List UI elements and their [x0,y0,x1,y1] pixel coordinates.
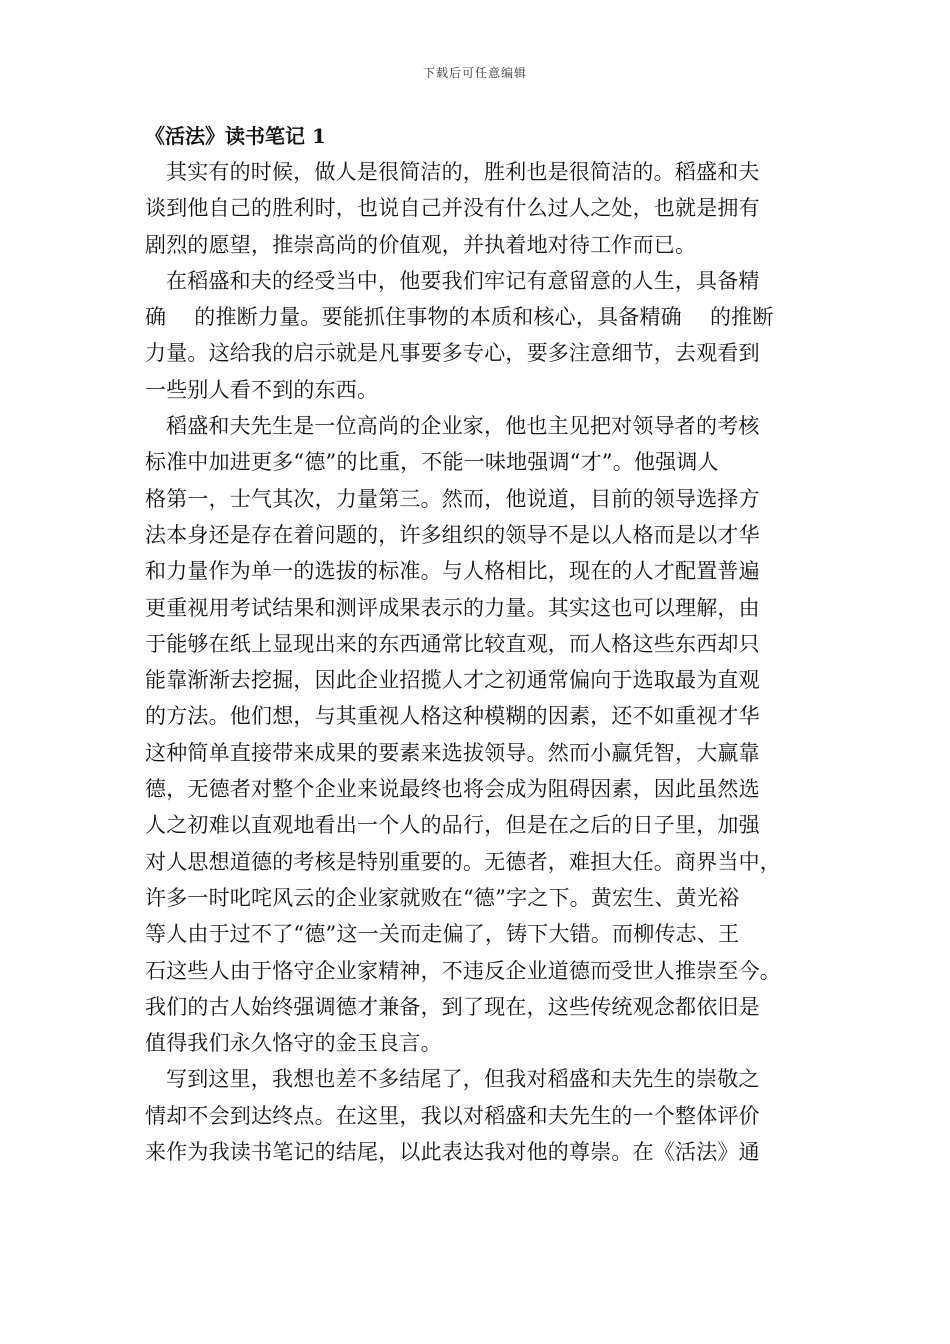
paragraph-line: 德，无德者对整个企业来说最终也将会成为阻碍因素，因此虽然选 [145,777,760,802]
document-body [145,118,813,1170]
paragraph-line: 这种简单直接带来成果的要素来选拔领导。然而小赢凭智，大赢靠 [145,740,760,765]
paragraph-line: 标准中加进更多“德”的比重，不能一味地强调“才”。他强调人 [145,450,719,475]
paragraph-line: 在稻盛和夫的经受当中，他要我们牢记有意留意的人生，具备精 [166,268,760,293]
paragraph-1 [145,154,813,263]
paragraph-line: 格第一，士气其次，力量第三。然而，他说道，目前的领导选择方 [145,486,760,511]
paragraph-line: 力量。这给我的启示就是凡事要多专心，要多注意细节，去观看到 [145,341,760,366]
paragraph-4 [145,1061,813,1170]
paragraph-line: 其实有的时候，做人是很简洁的，胜利也是很简洁的。稻盛和夫 [166,160,760,184]
paragraph-line: 法本身还是存在着问题的，许多组织的领导不是以人格而是以才华 [145,522,760,547]
paragraph-line: 情却不会到达终点。在这里，我以对稻盛和夫先生的一个整体评价 [145,1103,760,1128]
paragraph-line: 写到这里，我想也差不多结尾了，但我对稻盛和夫先生的崇敬之 [166,1067,760,1092]
paragraph-line: 于能够在纸上显现出来的东西通常比较直观，而人格这些东西却只 [145,631,760,656]
paragraph-line: 确 的推断力量。要能抓住事物的本质和核心，具备精确 的推断 [145,305,774,330]
paragraph-line: 的方法。他们想，与其重视人格这种模糊的因素，还不如重视才华 [145,704,760,729]
paragraph-line: 石这些人由于恪守企业家精神，不违反企业道德而受世人推崇至今。 [145,958,781,983]
paragraph-line: 和力量作为单一的选拔的标准。与人格相比，现在的人才配置普遍 [145,559,760,584]
paragraph-line: 许多一时叱咤风云的企业家就败在“德”字之下。黄宏生、黄光裕 [145,885,740,910]
page-header: 下载后可任意编辑 [422,66,527,80]
paragraph-line: 谈到他自己的胜利时，也说自己并没有什么过人之处，也就是拥有 [145,196,760,221]
paragraph-line: 对人思想道德的考核是特别重要的。无德者，难担大任。商界当中， [145,849,781,874]
paragraph-3 [145,408,813,1061]
paragraph-line: 一些别人看不到的东西。 [145,377,379,402]
paragraph-line: 更重视用考试结果和测评成果表示的力量。其实这也可以理解，由 [145,595,760,620]
paragraph-line: 稻盛和夫先生是一位高尚的企业家，他也主见把对领导者的考核 [166,414,760,439]
document-title: 《活法》读书笔记 1 [145,124,326,148]
paragraph-line: 我们的古人始终强调德才兼备，到了现在，这些传统观念都依旧是 [145,994,760,1019]
paragraph-line: 值得我们永久恪守的金玉良言。 [145,1031,442,1056]
paragraph-2 [145,263,813,408]
paragraph-line: 来作为我读书笔记的结尾，以此表达我对他的尊崇。在《活法》通 [145,1140,760,1165]
paragraph-line: 等人由于过不了“德”这一关而走偏了，铸下大错。而柳传志、王 [145,922,740,947]
paragraph-line: 人之初难以直观地看出一个人的品行，但是在之后的日子里，加强 [145,813,760,838]
paragraph-line: 剧烈的愿望，推崇高尚的价值观，并执着地对待工作而已。 [145,232,697,257]
paragraph-line: 能靠渐渐去挖掘，因此企业招揽人才之初通常偏向于选取最为直观 [145,668,760,693]
